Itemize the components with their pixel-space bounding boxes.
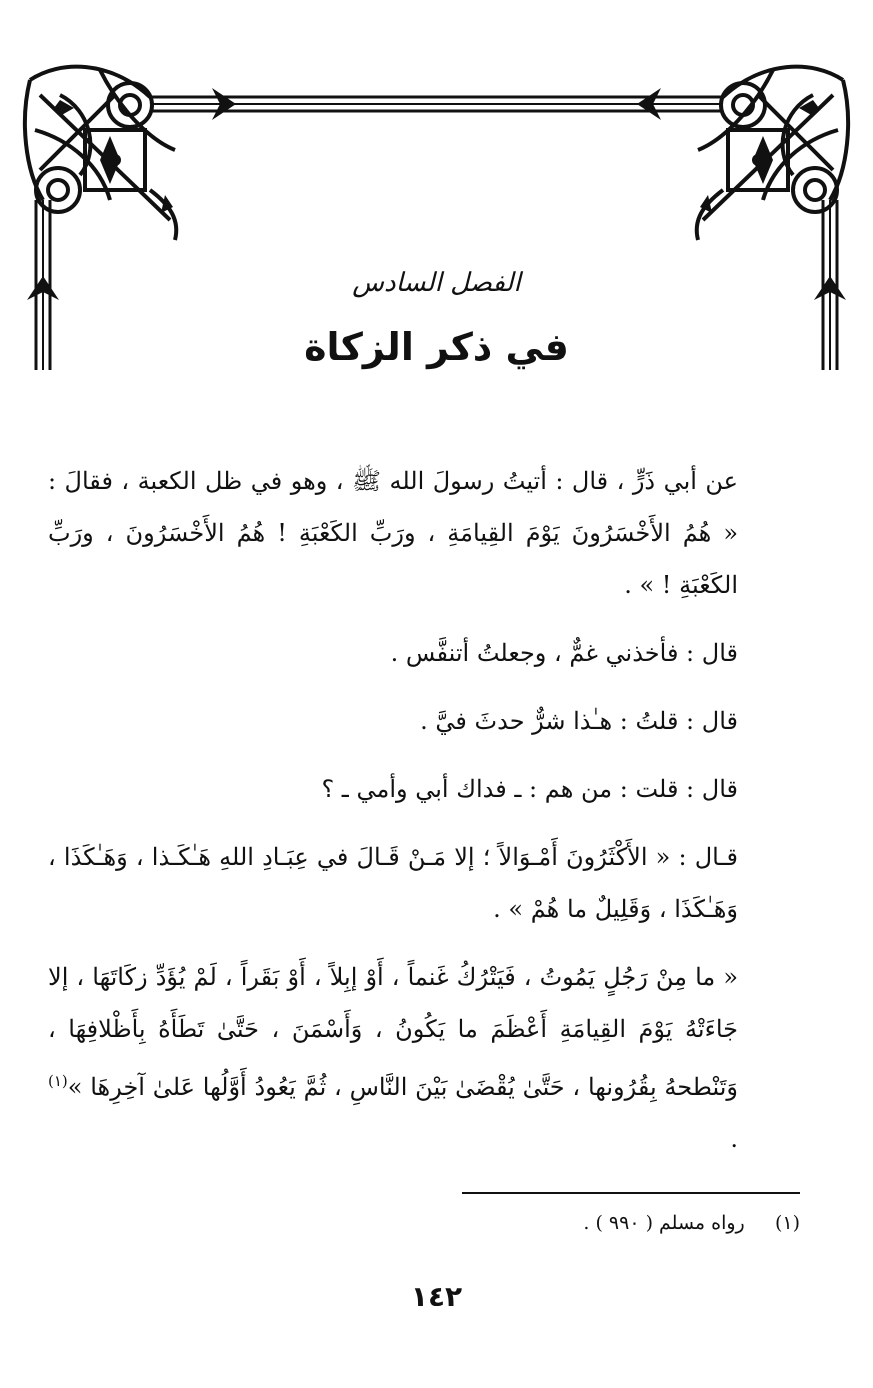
footnote: [462, 1212, 800, 1234]
paragraph-hadith-zakat-text: « ما مِنْ رَجُلٍ يَمُوتُ ، فَيَتْرُكُ غَنماً ، أَوْ إبِلاً ، أَوْ بَقَراً ، لَمْ يُؤَدِّ زكَاتَهَا ، إلا جَاءَتْهُ يَوْمَ القِيامَةِ أَعْظَمَ ما يَكُونُ ، وَأَسْمَنَ ، حَتَّىٰ تَطَأَهُ بِأَظْلافِهَا ، وَتَنْطحهُ بِقُرُونها ، حَتَّىٰ يُقْضَىٰ بَيْنَ النَّاسِ ، ثُمَّ يَعُودُ أَوَّلُها عَلىٰ آخِرِهَا »: [48, 963, 738, 1101]
footnote-marker: (١): [774, 1212, 800, 1234]
paragraph-hadith-zakat: [48, 951, 738, 1165]
page-number: ١٤٢: [410, 1280, 463, 1313]
footnote-text: رواه مسلم ( ٩٩٠ ) .: [583, 1212, 745, 1234]
paragraph-question: قال : قلتُ : هـٰذا شرٌّ حدثَ فيَّ .: [420, 707, 738, 735]
footnote-reference: (١): [48, 1072, 68, 1090]
paragraph-hadith-intro: عن أبي ذَرٍّ ، قال : أتيتُ رسولَ الله ﷺ ، وهو في ظل الكعبة ، فقالَ : « هُمُ الأَخْسَرُونَ يَوْمَ القِيامَةِ ، ورَبِّ الكَعْبَةِ ! هُمُ الأَخْسَرُونَ ، ورَبِّ الكَعْبَةِ ! » .: [48, 467, 739, 599]
paragraph-answer: قـال : « الأَكْثَرُونَ أَمْـوَالاً ؛ إلا مَـنْ قَـالَ في عِبَـادِ اللهِ هَـٰكَـذا ، وَهَـٰكَذَا ، وَهَـٰكَذَا ، وَقَلِيلٌ ما هُمْ » .: [48, 843, 738, 923]
body-text: [48, 455, 738, 1181]
footnote-divider: [462, 1192, 800, 1194]
chapter-title: في ذكر الزكاة: [304, 325, 569, 369]
chapter-label: الفصل السادس: [352, 268, 521, 298]
paragraph-distress: قال : فأخذني غمٌّ ، وجعلتُ أتنفَّس .: [390, 639, 738, 667]
paragraph-end-mark: .: [730, 1125, 738, 1153]
paragraph-who-are-they: قال : قلت : من هم : ـ فداك أبي وأمي ـ ؟: [321, 775, 738, 803]
